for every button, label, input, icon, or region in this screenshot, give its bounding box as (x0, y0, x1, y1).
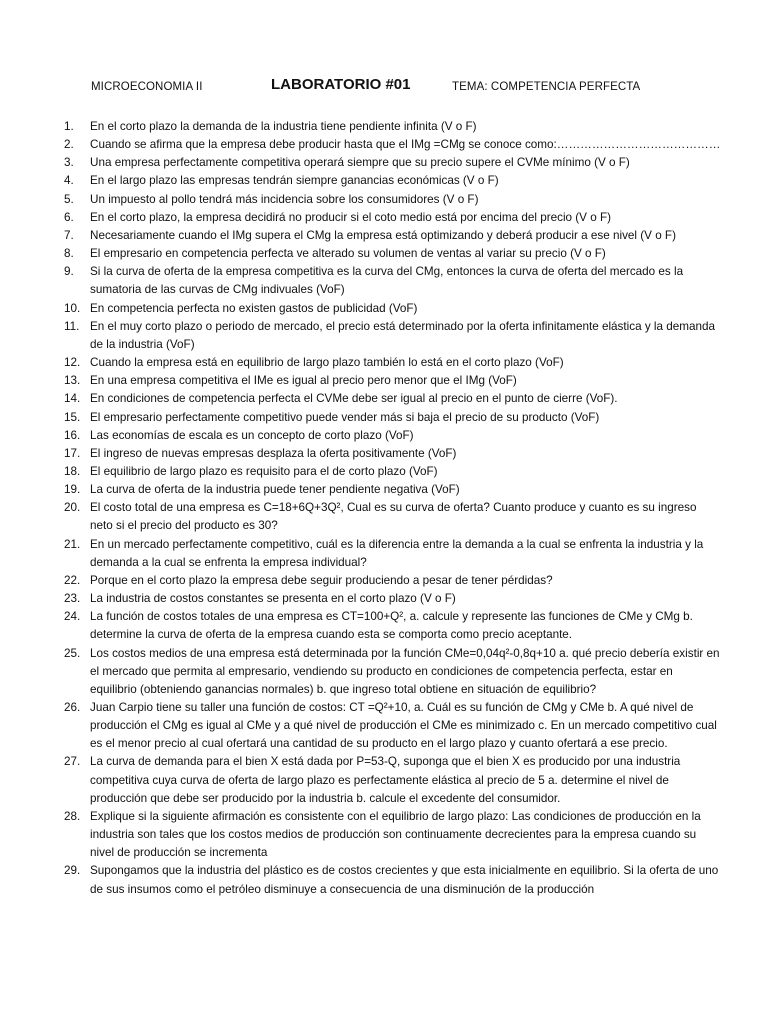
question-item (0, 445, 722, 463)
question-number: 22. (64, 573, 81, 587)
question-number: 5. (64, 192, 74, 206)
question-item (0, 209, 722, 227)
question-text: El equilibrio de largo plazo es requisito para el de corto plazo (VoF) (90, 464, 438, 478)
question-text: En condiciones de competencia perfecta el CVMe debe ser igual al precio en el punto de cierre (VoF). (90, 392, 618, 406)
question-number: 16. (64, 428, 81, 442)
lab-title: LABORATORIO #01 (271, 76, 411, 93)
question-number: 15. (64, 410, 81, 424)
question-text: Cuando se afirma que la empresa debe producir hasta que el IMg =CMg se conoce como:…………………………………… (90, 138, 721, 152)
question-item (0, 390, 722, 408)
question-number: 12. (64, 356, 81, 370)
question-text: En el muy corto plazo o periodo de mercado, el precio está determinado por la oferta infinitamente elástica y la demanda de la industria (VoF) (90, 319, 715, 351)
question-item (0, 227, 722, 245)
question-number: 7. (64, 228, 74, 242)
question-text: Si la curva de oferta de la empresa competitiva es la curva del CMg, entonces la curva de oferta del mercado es la sumatoria de las curvas de CMg indivuales (VoF) (90, 265, 684, 297)
question-number: 19. (64, 483, 81, 497)
question-number: 27. (64, 755, 81, 769)
question-item (0, 608, 722, 644)
question-text: En una empresa competitiva el IMe es igual al precio pero menor que el IMg (VoF) (90, 374, 517, 388)
question-number: 25. (64, 646, 81, 660)
question-number: 17. (64, 446, 81, 460)
question-text: En el largo plazo las empresas tendrán siempre ganancias económicas (V o F) (90, 174, 499, 188)
question-text: Supongamos que la industria del plástico es de costos crecientes y que esta inicialmente en equilibrio. Si la oferta de uno de sus insumos como el petróleo disminuye a consecuencia de una disminución de la producción (90, 864, 719, 896)
question-text: Los costos medios de una empresa está determinada por la función CMe=0,04q²-0,8q+10 a. qué precio debería existir en el mercado que permita al empresario, vendiendo su producto en condiciones de competencia perfecta, estar en equilibrio (obteniendo ganancias normales) b. que ingreso total obtiene en situación de equilibrio? (90, 646, 720, 696)
question-text: El empresario en competencia perfecta ve alterado su volumen de ventas al variar su precio (V o F) (90, 247, 606, 261)
question-item (0, 245, 722, 263)
question-text: La función de costos totales de una empresa es CT=100+Q², a. calcule y represente las funciones de CMe y CMg b. determine la curva de oferta de la empresa cuando esta se comporta como precio aceptante. (90, 610, 693, 642)
question-number: 24. (64, 610, 81, 624)
question-item (0, 699, 722, 753)
question-text: La curva de oferta de la industria puede tener pendiente negativa (VoF) (90, 483, 460, 497)
question-text: Juan Carpio tiene su taller una función de costos: CT =Q²+10, a. Cuál es su función de CMg y CMe b. A qué nivel de producción el CMg es igual al CMe y a qué nivel de producción el CMe es minimizado c. En un mercado competitivo cual es el menor precio al cual ofertará una cantidad de su producto en el largo plazo y cuanto ofertará a ese precio. (90, 701, 717, 751)
question-item (0, 154, 722, 172)
question-number: 28. (64, 809, 81, 823)
question-text: En el corto plazo la demanda de la industria tiene pendiente infinita (V o F) (90, 120, 477, 133)
question-number: 4. (64, 174, 74, 188)
question-number: 18. (64, 464, 81, 478)
question-text: En el corto plazo, la empresa decidirá no producir si el coto medio está por encima del precio (V o F) (90, 210, 611, 224)
question-item (0, 318, 722, 354)
question-item (0, 172, 722, 190)
question-number: 8. (64, 247, 74, 261)
question-text: Las economías de escala es un concepto de corto plazo (VoF) (90, 428, 414, 442)
question-number: 10. (64, 301, 81, 315)
question-text: En un mercado perfectamente competitivo, cuál es la diferencia entre la demanda a la cual se enfrenta la industria y la demanda a la cual se enfrenta la empresa individual? (90, 537, 704, 569)
question-text: Porque en el corto plazo la empresa debe seguir produciendo a pesar de tener pérdidas? (90, 573, 553, 587)
question-item (0, 499, 722, 535)
question-item (0, 463, 722, 481)
question-item (0, 481, 722, 499)
question-item (0, 191, 722, 209)
question-text: Cuando la empresa está en equilibrio de largo plazo también lo está en el corto plazo (VoF) (90, 356, 564, 370)
question-text: Necesariamente cuando el IMg supera el CMg la empresa está optimizando y deberá producir a ese nivel (V o F) (90, 228, 676, 242)
course-name: MICROECONOMIA II (91, 81, 203, 93)
question-text: Un impuesto al pollo tendrá más incidencia sobre los consumidores (V o F) (90, 192, 479, 206)
question-item (0, 536, 722, 572)
document-header (0, 76, 768, 100)
question-number: 2. (64, 138, 74, 152)
question-number: 20. (64, 501, 81, 515)
question-item (0, 372, 722, 390)
question-text: La industria de costos constantes se presenta en el corto plazo (V o F) (90, 592, 456, 606)
question-item (0, 645, 722, 699)
question-number: 26. (64, 701, 81, 714)
question-number: 29. (64, 864, 81, 878)
question-item (0, 118, 722, 136)
question-number: 21. (64, 537, 81, 551)
question-item (0, 354, 722, 372)
question-number: 14. (64, 392, 81, 406)
question-list (0, 118, 768, 899)
question-item (0, 862, 722, 898)
question-text: Una empresa perfectamente competitiva operará siempre que su precio supere el CVMe mínimo (V o F) (90, 156, 630, 170)
question-number: 3. (64, 156, 74, 170)
question-item (0, 263, 722, 299)
question-item (0, 409, 722, 427)
question-text: El ingreso de nuevas empresas desplaza la oferta positivamente (VoF) (90, 446, 457, 460)
question-number: 6. (64, 210, 74, 224)
question-text: El empresario perfectamente competitivo puede vender más si baja el precio de su producto (VoF) (90, 410, 600, 424)
question-item (0, 753, 722, 807)
question-item (0, 572, 722, 590)
question-item (0, 300, 722, 318)
question-text: El costo total de una empresa es C=18+6Q+3Q², Cual es su curva de oferta? Cuanto produce y cuanto es su ingreso neto si el precio del producto es 30? (90, 501, 697, 533)
question-number: 23. (64, 592, 81, 606)
question-number: 9. (64, 265, 74, 279)
question-item (0, 808, 722, 862)
question-number: 1. (64, 120, 74, 133)
topic-title: TEMA: COMPETENCIA PERFECTA (452, 81, 641, 93)
question-item (0, 427, 722, 445)
question-number: 11. (64, 319, 80, 333)
question-text: Explique si la siguiente afirmación es consistente con el equilibrio de largo plazo: Las condiciones de producción en la industria son tales que los costos medios de producción son continuamente decrecientes para la empresa cuando su nivel de producción se incrementa (90, 809, 701, 860)
question-number: 13. (64, 374, 81, 388)
question-text: En competencia perfecta no existen gastos de publicidad (VoF) (90, 301, 418, 315)
question-item (0, 136, 722, 154)
question-item (0, 590, 722, 608)
question-text: La curva de demanda para el bien X está dada por P=53-Q, suponga que el bien X es producido por una industria competitiva cuya curva de oferta de largo plazo es perfectamente elástica al precio de 5 a. determine el nivel de producción que debe ser producido por la industria b. calcule el excedente del consumidor. (90, 755, 681, 805)
